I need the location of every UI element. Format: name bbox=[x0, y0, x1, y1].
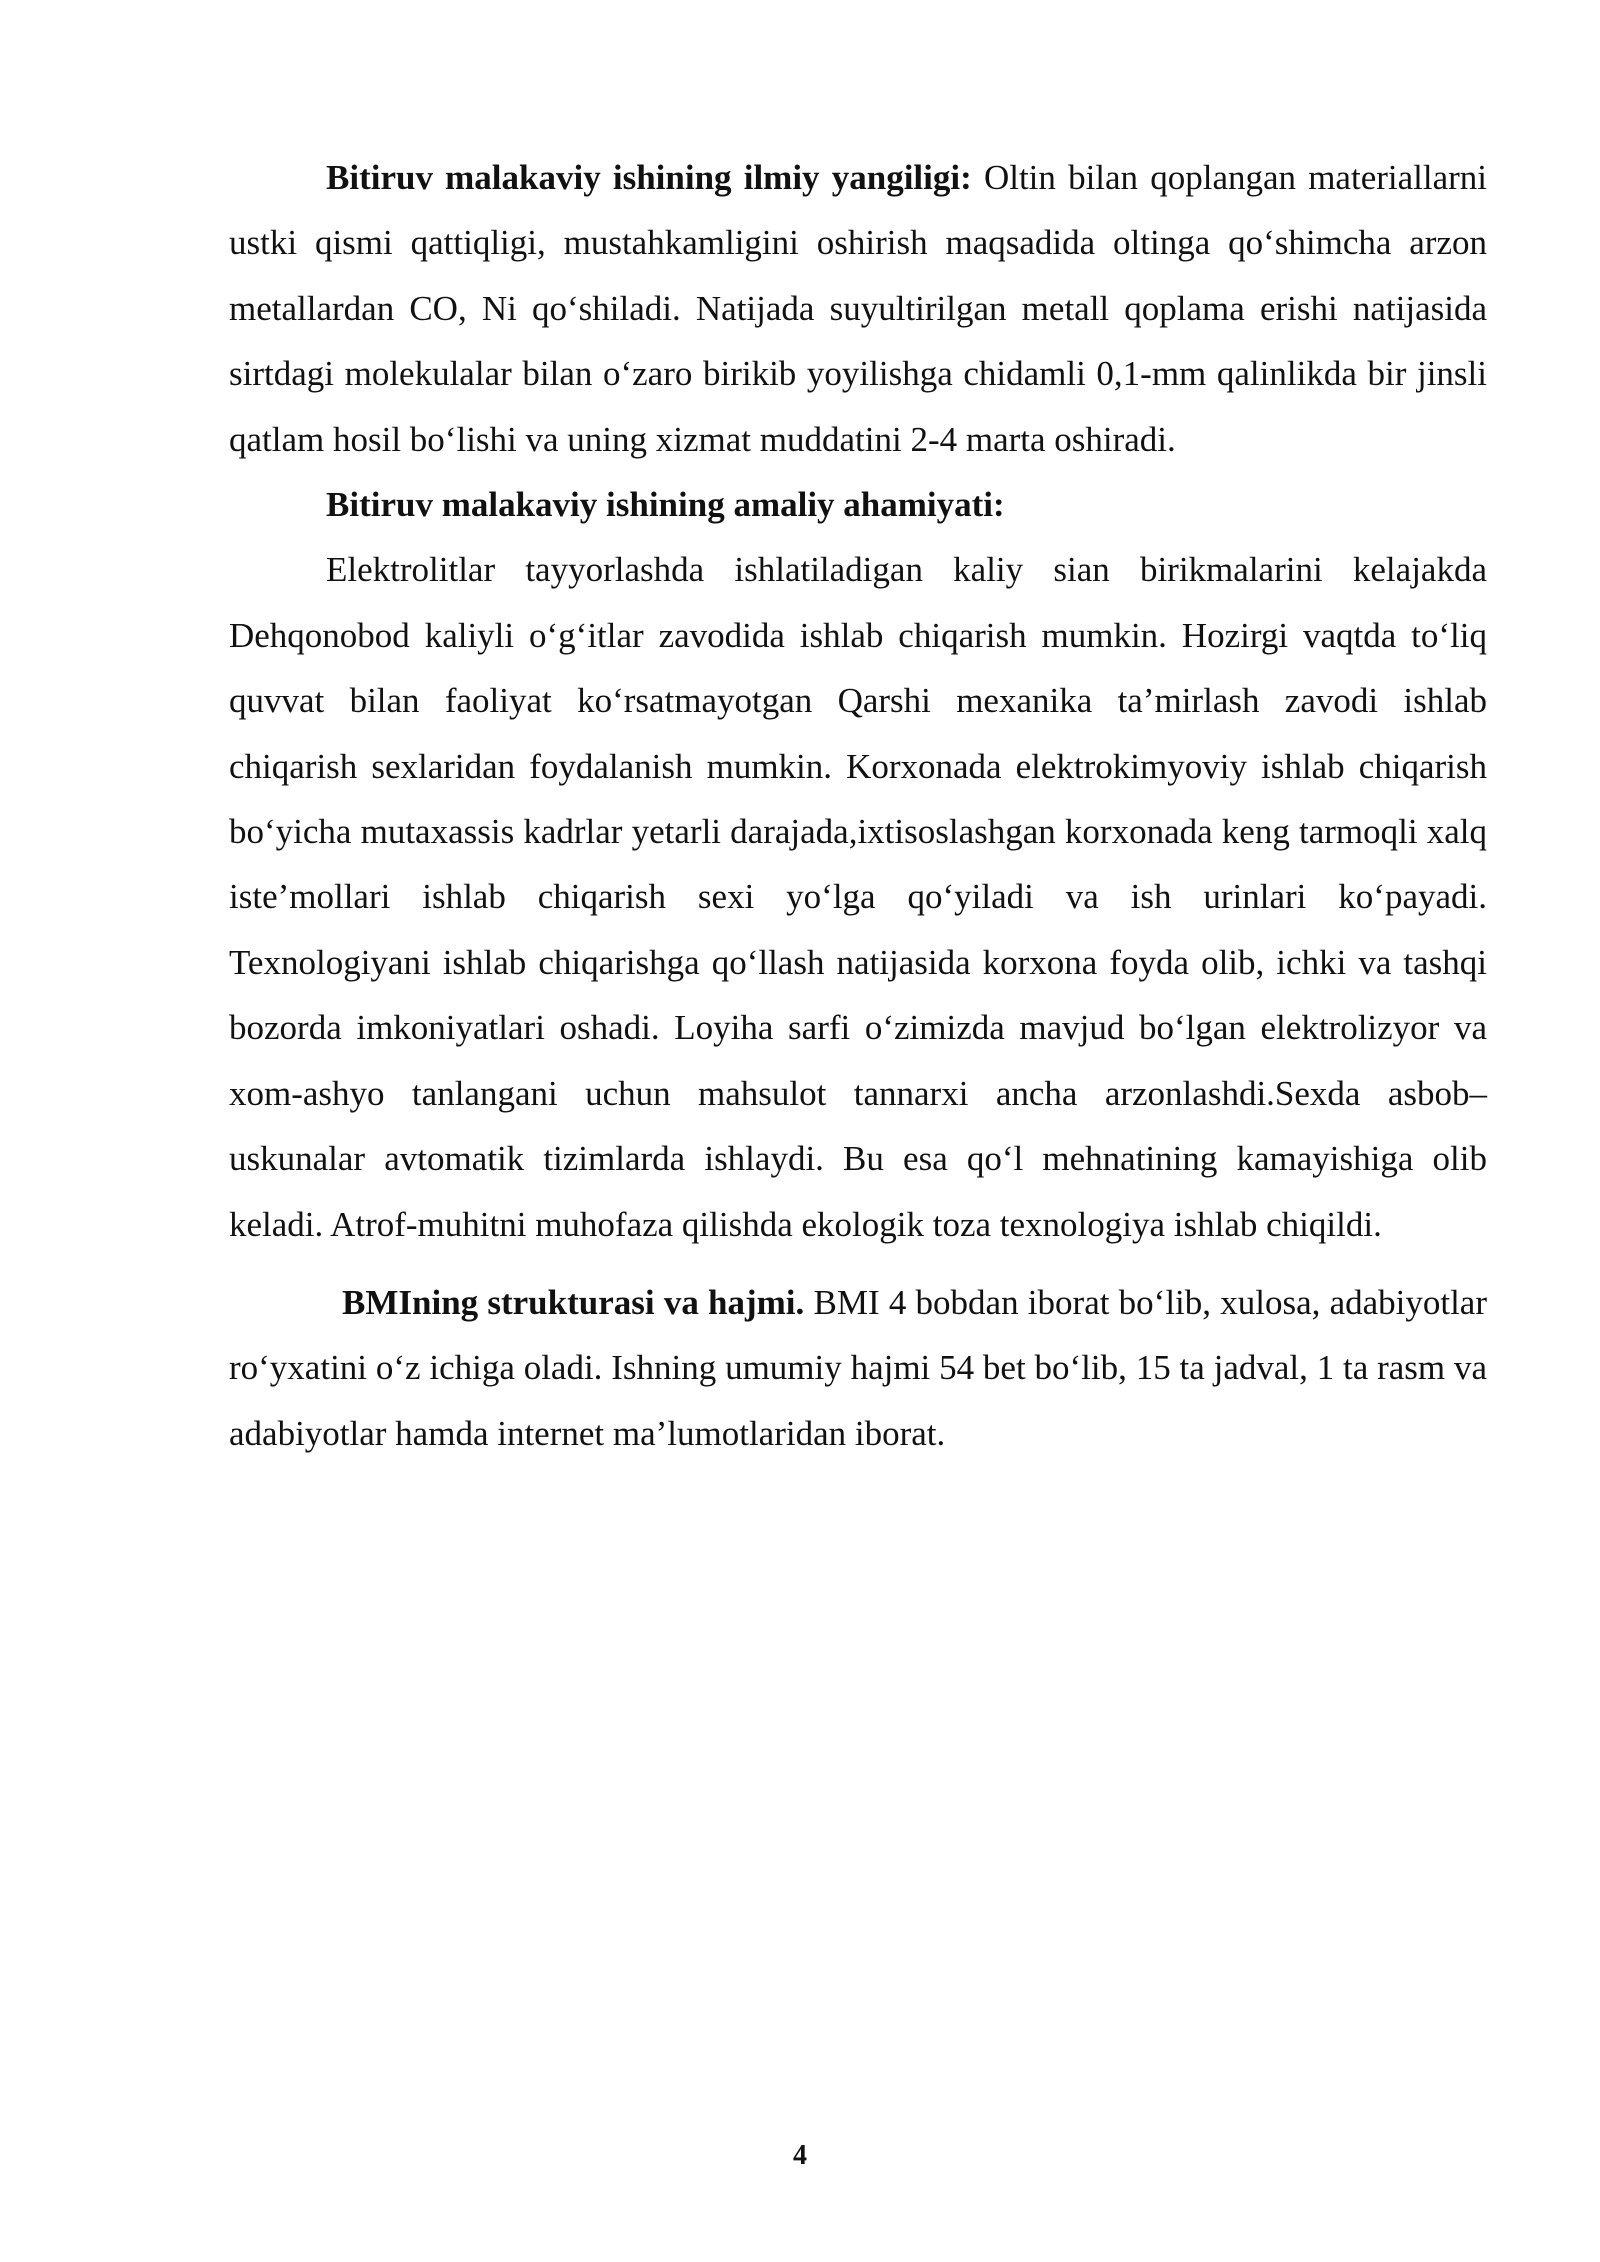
page-number: 4 bbox=[793, 2140, 807, 2171]
practical-significance-heading: Bitiruv malakaviy ishining amaliy ahamiyati: bbox=[326, 485, 1005, 525]
structure-paragraph bbox=[229, 1270, 1487, 1466]
practical-significance-text: Elektrolitlar tayyorlashda ishlatiladigan kaliy sian birikmalarini kelajakda Dehqonobod kaliyli o‘g‘itlar zavodida ishlab chiqarish mumkin. Hozirgi vaqtda to‘liq quvvat bilan faoliyat ko‘rsatmayotgan Qarshi mexanika ta’mirlash zavodi ishlab chiqarish sexlaridan foydalanish mumkin. Korxonada elektrokimyoviy ishlab chiqarish bo‘yicha mutaxassis kadrlar yetarli darajada,ixtisoslashgan korxonada keng tarmoqli xalq iste’mollari ishlab chiqarish sexi yo‘lga qo‘yiladi va ish urinlari ko‘payadi. Texnologiyani ishlab chiqarishga qo‘llash natijasida korxona foyda olib, ichki va tashqi bozorda imkoniyatlari oshadi. Loyiha sarfi o‘zimizda mavjud bo‘lgan elektrolizyor va xom-ashyo tanlangani uchun mahsulot tannarxi ancha arzonlashdi.Sexda asbob–uskunalar avtomatik tizimlarda ishlaydi. Bu esa qo‘l mehnatining kamayishiga olib keladi. Atrof-muhitni muhofaza qilishda ekologik toza texnologiya ishlab chiqildi. bbox=[229, 550, 1487, 1244]
structure-heading: BMIning strukturasi va hajmi. bbox=[342, 1282, 805, 1322]
practical-significance-paragraph bbox=[229, 537, 1487, 1256]
scientific-novelty-text: Oltin bilan qoplangan materiallarni ustki qismi qattiqligi, mustahkamligini oshirish maqsadida oltinga qo‘shimcha arzon metallardan CO, Ni qo‘shiladi. Natijada suyultirilgan metall qoplama erishi natijasida sirtdagi molekulalar bilan o‘zaro birikib yoyilishga chidamli 0,1-mm qalinlikda bir jinsli qatlam hosil bo‘lishi va uning xizmat muddatini 2-4 marta oshiradi. bbox=[229, 158, 1487, 459]
document-body bbox=[229, 145, 1487, 1466]
practical-significance-heading-paragraph bbox=[229, 472, 1487, 537]
scientific-novelty-heading: Bitiruv malakaviy ishining ilmiy yangiligi: bbox=[326, 158, 972, 197]
scientific-novelty-paragraph bbox=[229, 145, 1487, 472]
structure-text: BMI 4 bobdan iborat bo‘lib, xulosa, adabiyotlar ro‘yxatini o‘z ichiga oladi. Ishning umumiy hajmi 54 bet bo‘lib, 15 ta jadval, 1 ta rasm va adabiyotlar hamda internet ma’lumotlaridan iborat. bbox=[229, 1282, 1487, 1453]
